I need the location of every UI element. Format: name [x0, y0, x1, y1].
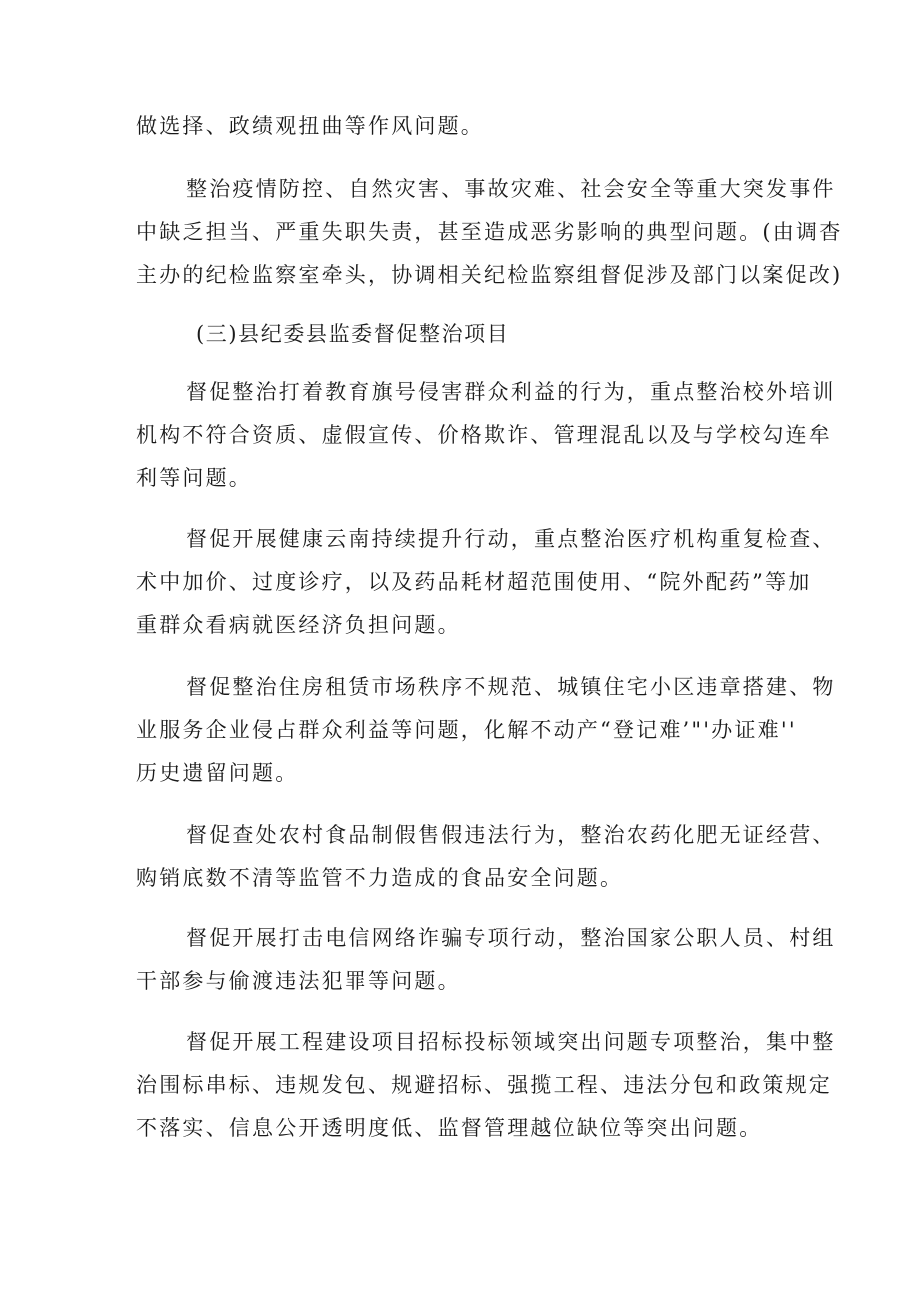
paragraph-line: 督促查处农村食品制假售假违法行为，整治农药化肥无证经营、: [186, 823, 836, 847]
paragraph-line: 不落实、信息公开透明度低、监督管理越位缺位等突出问题。: [136, 1116, 763, 1140]
paragraph-line: 督促开展工程建设项目招标投标领域突出问题专项整治，集中整: [186, 1030, 836, 1054]
paragraph-line: 督促整治打着教育旗号侵害群众利益的行为，重点整治校外培训: [186, 380, 836, 404]
paragraph-line: 机构不符合资质、虚假宣传、价格欺诈、管理混乱以及与学校勾连牟: [136, 423, 832, 447]
section-heading: (三)县纪委县监委督促整治项目: [196, 322, 510, 346]
paragraph-line: 业服务企业侵占群众利益等问题，化解不动产“登记难’"'办证难'': [136, 718, 797, 742]
paragraph-line: 利等问题。: [136, 466, 252, 490]
paragraph-line: 督促开展健康云南持续提升行动，重点整治医疗机构重复检查、: [186, 527, 836, 551]
paragraph-line: 督促开展打击电信网络诈骗专项行动，整治国家公职人员、村组: [186, 926, 836, 950]
paragraph-line: 做选择、政绩观扭曲等作风问题。: [136, 114, 484, 138]
paragraph-line: 治围标串标、违规发包、规避招标、强揽工程、违法分包和政策规定: [136, 1073, 832, 1097]
paragraph-line: 历史遗留问题。: [136, 761, 299, 785]
paragraph-line: 整治疫情防控、自然灾害、事故灾难、社会安全等重大突发事件: [186, 177, 836, 201]
paragraph-line: 督促整治住房租赁市场秩序不规范、城镇住宅小区违章搭建、物: [186, 675, 836, 699]
paragraph-line: 中缺乏担当、严重失职失责，甚至造成恶劣影响的典型问题。(由调杳: [136, 220, 843, 244]
paragraph-line: 干部参与偷渡违法犯罪等问题。: [136, 969, 461, 993]
paragraph-line: 术中加价、过度诊疗，以及药品耗材超范围使用、“院外配药”等加: [136, 570, 812, 594]
paragraph-line: 主办的纪检监察室牵头，协调相关纪检监察组督促涉及部门以案促改): [136, 263, 843, 287]
paragraph-line: 重群众看病就医经济负担问题。: [136, 613, 461, 637]
paragraph-line: 购销底数不清等监管不力造成的食品安全问题。: [136, 866, 624, 890]
